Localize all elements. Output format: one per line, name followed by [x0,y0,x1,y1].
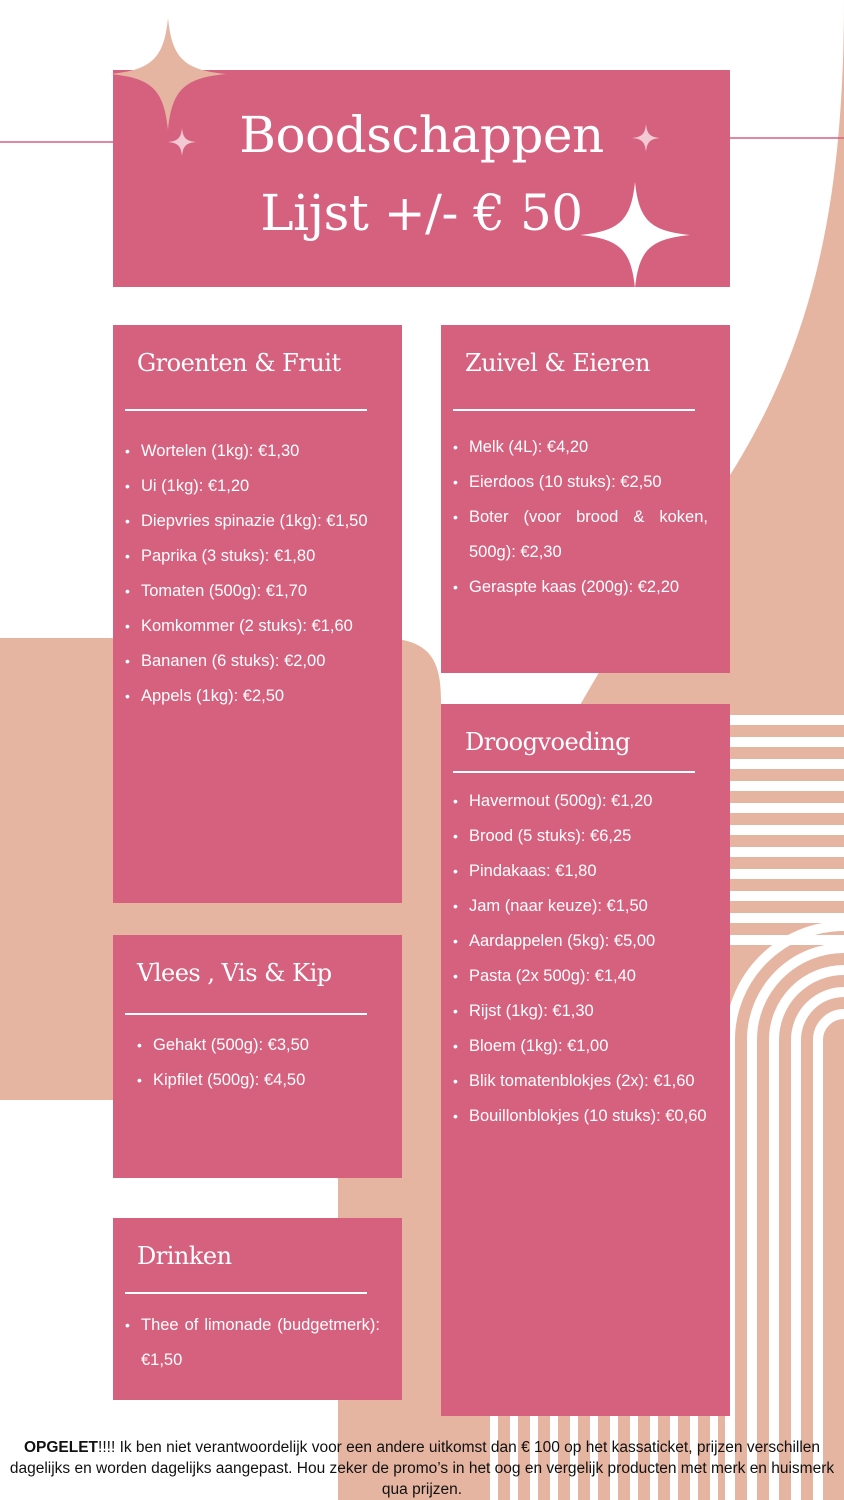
list-drinken [141,1308,380,1378]
list-item: • Aardappelen (5kg): €5,00 [469,924,730,959]
section-divider [453,409,695,411]
list-zuivel [469,430,708,605]
list-item: • Eierdoos (10 stuks): €2,50 [469,465,708,500]
card-groenten-fruit [113,325,402,903]
list-item: • Pindakaas: €1,80 [469,854,730,889]
footer-warning-label: OPGELET [23,1439,99,1456]
card-droogvoeding [441,704,730,1416]
section-divider [125,1292,367,1294]
list-vlees [153,1028,380,1098]
list-item: • Gehakt (500g): €3,50 [153,1028,380,1063]
list-item: • Bloem (1kg): €1,00 [469,1029,730,1064]
section-heading-vlees: Vlees , Vis & Kip [137,959,332,987]
list-item: • Blik tomatenblokjes (2x): €1,60 [469,1064,730,1099]
list-item: • Havermout (500g): €1,20 [469,784,730,819]
footer-text: !!!! Ik ben niet verantwoordelijk voor een andere uitkomst dan € 100 op het kassaticket, prijzen verschillen dagelijks en worden dagelijks aangepast. Hou zeker de promo’s in het oog en vergelijk producten met merk en huismerk qua prijzen. [9,1439,835,1498]
card-zuivel-eieren [441,325,730,673]
sparkle-icon-small-left [168,128,196,156]
section-divider [125,1013,367,1015]
list-item: • Jam (naar keuze): €1,50 [469,889,730,924]
list-item: • Bouillonblokjes (10 stuks): €0,60 [469,1099,730,1134]
sparkle-icon-white [580,182,690,288]
sparkle-icon-small [632,124,660,152]
list-item: • Komkommer (2 stuks): €1,60 [141,609,380,644]
section-heading-groenten: Groenten & Fruit [137,349,341,377]
list-item: • Kipfilet (500g): €4,50 [153,1063,380,1098]
list-item: • Pasta (2x 500g): €1,40 [469,959,730,994]
list-item: • Diepvries spinazie (1kg): €1,50 [141,504,380,539]
list-item: • Boter (voor brood & koken, 500g): €2,30 [469,500,708,570]
card-vlees-vis-kip [113,935,402,1178]
list-item: • Paprika (3 stuks): €1,80 [141,539,380,574]
list-item: • Thee of limonade (budgetmerk): €1,50 [141,1308,380,1378]
list-item: • Bananen (6 stuks): €2,00 [141,644,380,679]
footer-disclaimer [6,1437,838,1500]
page-title-line2: Lijst +/- € 50 [260,184,583,242]
sparkle-icon-peach [110,18,226,130]
section-divider [453,771,695,773]
section-heading-droog: Droogvoeding [465,728,631,756]
list-droog [469,784,730,1134]
list-item: • Melk (4L): €4,20 [469,430,708,465]
list-item: • Brood (5 stuks): €6,25 [469,819,730,854]
list-item: • Wortelen (1kg): €1,30 [141,434,380,469]
list-groenten [141,434,380,714]
section-divider [125,409,367,411]
section-heading-drinken: Drinken [137,1242,232,1270]
card-drinken [113,1218,402,1400]
list-item: • Ui (1kg): €1,20 [141,469,380,504]
list-item: • Geraspte kaas (200g): €2,20 [469,570,708,605]
list-item: • Tomaten (500g): €1,70 [141,574,380,609]
list-item: • Rijst (1kg): €1,30 [469,994,730,1029]
page-title-line1: Boodschappen [239,106,604,164]
section-heading-zuivel: Zuivel & Eieren [465,349,650,377]
list-item: • Appels (1kg): €2,50 [141,679,380,714]
